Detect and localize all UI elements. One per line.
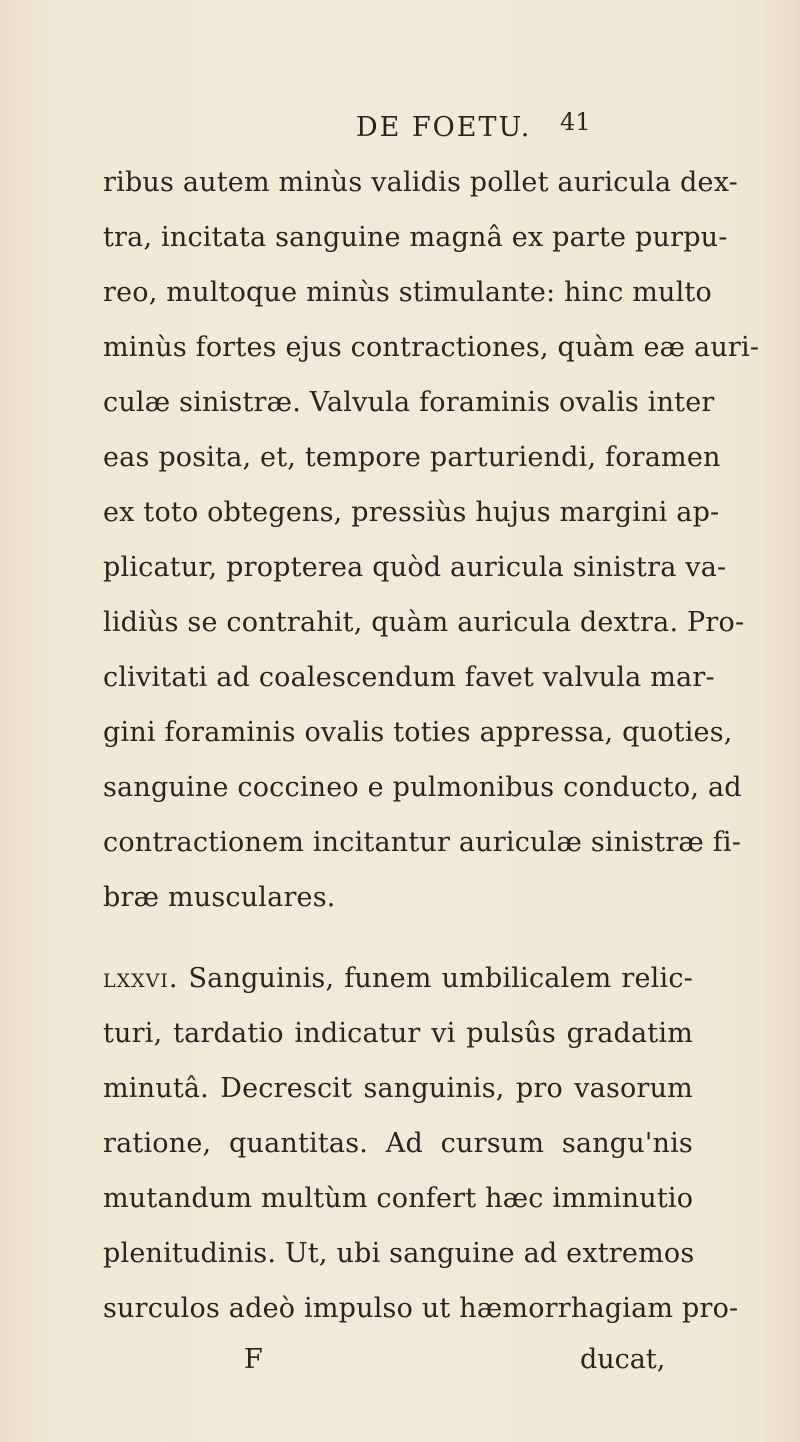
section-first-line <box>103 962 693 996</box>
page-footer <box>0 1344 800 1384</box>
text-line: tra, incitata sanguine magnâ ex parte purpu- <box>103 222 728 253</box>
catchword: ducat, <box>580 1344 666 1375</box>
page-number: 41 <box>560 108 591 136</box>
text-line: gini foraminis ovalis toties appressa, quoties, <box>103 717 733 748</box>
text-line: plenitudinis. Ut, ubi sanguine ad extremos <box>103 1238 695 1269</box>
text-line: clivitati ad coalescendum favet valvula mar- <box>103 662 715 693</box>
text-line: minutâ. Decrescit sanguinis, pro vasorum <box>103 1073 693 1104</box>
text-line: lidiùs se contrahit, quàm auricula dextra. Pro- <box>103 607 745 638</box>
text-line: surculos adeò impulso ut hæmorrhagiam pro- <box>103 1293 739 1324</box>
text-line: sanguine coccineo e pulmonibus conducto, ad <box>103 772 742 803</box>
text-line: ratione, quantitas. Ad cursum sangu'nis <box>103 1128 693 1159</box>
text-line: contractionem incitantur auriculæ sinistræ fi- <box>103 827 742 858</box>
text-line: turi, tardatio indicatur vi pulsûs gradatim <box>103 1018 693 1049</box>
text-line: eas posita, et, tempore parturiendi, foramen <box>103 442 721 473</box>
section-number: lxxvi. <box>103 963 179 994</box>
running-title: DE FOETU. <box>356 112 532 143</box>
signature-mark: F <box>244 1344 263 1375</box>
text-fragment: Sanguinis, funem umbilicalem relic- <box>188 963 693 994</box>
text-line: ex toto obtegens, pressiùs hujus margini ap- <box>103 497 720 528</box>
text-line: mutandum multùm confert hæc imminutio <box>103 1183 694 1214</box>
text-line: minùs fortes ejus contractiones, quàm eæ auri- <box>103 332 760 363</box>
text-line: plicatur, propterea quòd auricula sinistra va- <box>103 552 727 583</box>
text-line: culæ sinistræ. Valvula foraminis ovalis inter <box>103 387 715 418</box>
text-line: bræ musculares. <box>103 882 336 913</box>
text-line: reo, multoque minùs stimulante: hinc multo <box>103 277 712 308</box>
text-line: ribus autem minùs validis pollet auricula dex- <box>103 167 738 198</box>
page-header <box>0 108 800 152</box>
